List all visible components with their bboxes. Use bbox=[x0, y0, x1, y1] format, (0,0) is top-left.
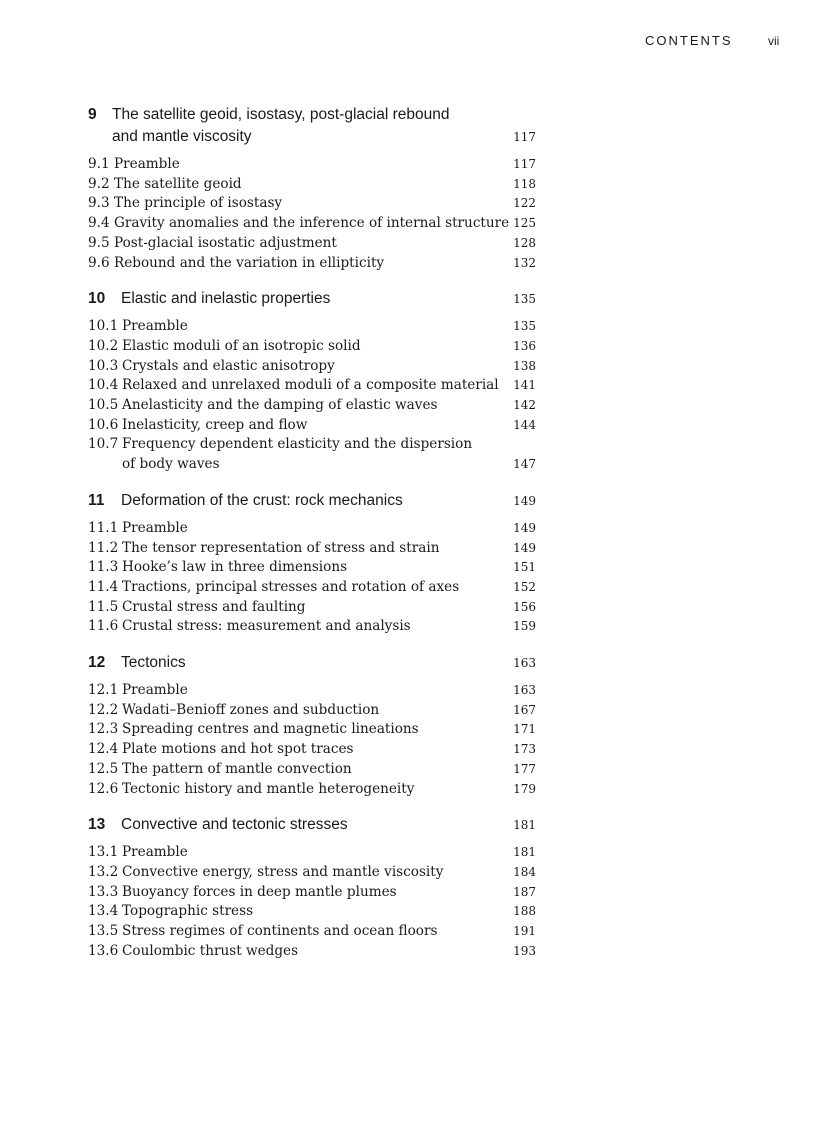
section-page-number: 117 bbox=[513, 157, 536, 171]
chapter-12 bbox=[88, 652, 538, 799]
section-entry[interactable] bbox=[88, 539, 538, 559]
section-title: Rebound and the variation in ellipticity bbox=[114, 254, 385, 271]
section-title: Spreading centres and magnetic lineations bbox=[122, 721, 419, 738]
section-number: 13.4 bbox=[88, 903, 119, 920]
section-page-number: 163 bbox=[513, 683, 536, 698]
section-title: Hooke’s law in three dimensions bbox=[122, 559, 348, 576]
section-title: Buoyancy forces in deep mantle plumes bbox=[122, 883, 397, 900]
section-title: Wadati–Benioff zones and subduction bbox=[122, 701, 380, 718]
section-entry[interactable] bbox=[88, 155, 538, 175]
section-number: 12.4 bbox=[88, 741, 119, 758]
chapter-number: 11 bbox=[88, 491, 105, 509]
section-page-number: 191 bbox=[513, 924, 536, 939]
section-page-number: 135 bbox=[513, 319, 536, 334]
section-title-continued: of body waves bbox=[122, 456, 220, 473]
section-page-number: 156 bbox=[513, 599, 536, 614]
section-page-number: 159 bbox=[513, 619, 536, 634]
section-number: 12.5 bbox=[88, 760, 119, 777]
chapter-heading[interactable] bbox=[88, 652, 538, 674]
section-page-number: 136 bbox=[513, 338, 536, 353]
section-number: 12.2 bbox=[88, 701, 119, 718]
section-number: 9.4 bbox=[88, 215, 110, 232]
section-page-number: 179 bbox=[513, 781, 536, 796]
chapter-number: 13 bbox=[88, 816, 106, 834]
section-entry[interactable] bbox=[88, 598, 538, 618]
section-entry[interactable] bbox=[88, 681, 538, 701]
section-number: 10.2 bbox=[88, 337, 119, 354]
chapter-page-number: 149 bbox=[513, 493, 536, 508]
chapter-page-number: 163 bbox=[513, 656, 536, 671]
chapter-number: 10 bbox=[88, 290, 106, 308]
section-number: 12.1 bbox=[88, 682, 119, 699]
chapter-heading[interactable] bbox=[88, 814, 538, 836]
section-page-number: 142 bbox=[513, 398, 536, 413]
section-title: Crustal stress: measurement and analysis bbox=[122, 618, 411, 635]
chapter-number: 9 bbox=[88, 106, 97, 123]
section-entry[interactable] bbox=[88, 396, 538, 416]
section-number: 13.1 bbox=[88, 844, 119, 861]
section-title: Crustal stress and faulting bbox=[122, 598, 306, 615]
section-title: Preamble bbox=[122, 519, 188, 536]
section-title: Plate motions and hot spot traces bbox=[122, 741, 354, 758]
section-entry[interactable] bbox=[88, 740, 538, 760]
section-number: 12.3 bbox=[88, 721, 119, 738]
section-number: 11.4 bbox=[88, 578, 119, 595]
chapter-page-number: 181 bbox=[513, 818, 536, 833]
section-title: Tectonic history and mantle heterogeneity bbox=[122, 780, 415, 797]
section-number: 11.2 bbox=[88, 539, 119, 556]
chapter-title: Elastic and inelastic properties bbox=[121, 290, 331, 308]
section-title: Coulombic thrust wedges bbox=[122, 942, 299, 959]
section-number: 10.6 bbox=[88, 416, 119, 433]
section-title: Convective energy, stress and mantle viscosity bbox=[122, 863, 444, 880]
section-entry[interactable] bbox=[88, 558, 538, 578]
chapter-heading[interactable] bbox=[88, 104, 538, 148]
section-entry[interactable] bbox=[88, 357, 538, 377]
section-title: Relaxed and unrelaxed moduli of a composite material bbox=[122, 377, 499, 394]
section-entry[interactable] bbox=[88, 617, 538, 637]
section-page-number: 187 bbox=[513, 884, 536, 899]
section-number: 10.4 bbox=[88, 377, 119, 394]
chapter-number: 12 bbox=[88, 654, 106, 672]
section-number: 10.1 bbox=[88, 318, 119, 335]
section-title: Tractions, principal stresses and rotation of axes bbox=[122, 578, 460, 595]
section-title: Preamble bbox=[122, 682, 188, 699]
section-title: The pattern of mantle convection bbox=[122, 760, 352, 777]
section-title: Anelasticity and the damping of elastic waves bbox=[122, 397, 438, 414]
section-page-number: 151 bbox=[513, 560, 536, 575]
section-number: 11.5 bbox=[88, 598, 119, 615]
section-page-number: 149 bbox=[513, 540, 536, 555]
section-title: The principle of isostasy bbox=[114, 195, 283, 212]
section-number: 13.3 bbox=[88, 883, 119, 900]
section-entry[interactable] bbox=[88, 214, 538, 234]
section-number: 9.3 bbox=[88, 195, 110, 212]
section-number: 11.6 bbox=[88, 618, 119, 635]
chapter-13 bbox=[88, 814, 538, 961]
section-entry[interactable] bbox=[88, 337, 538, 357]
chapter-11 bbox=[88, 490, 538, 637]
section-page-number: 125 bbox=[513, 216, 536, 231]
section-number: 9.2 bbox=[88, 175, 110, 192]
chapter-title: The satellite geoid, isostasy, post-glacial rebound bbox=[112, 106, 450, 123]
section-page-number: 152 bbox=[513, 579, 536, 594]
section-page-number: 188 bbox=[513, 904, 536, 919]
chapter-title: Convective and tectonic stresses bbox=[121, 816, 348, 834]
section-page-number: 122 bbox=[513, 196, 536, 211]
section-entry[interactable] bbox=[88, 843, 538, 863]
section-title: Stress regimes of continents and ocean floors bbox=[122, 923, 438, 940]
section-number: 13.2 bbox=[88, 863, 119, 880]
section-number: 9.5 bbox=[88, 234, 110, 251]
section-number: 11.3 bbox=[88, 559, 119, 576]
section-entry[interactable] bbox=[88, 701, 538, 721]
chapter-heading[interactable] bbox=[88, 490, 538, 512]
running-head: CONTENTS bbox=[645, 33, 733, 48]
section-entry[interactable] bbox=[88, 902, 538, 922]
section-entry[interactable] bbox=[88, 254, 538, 274]
chapter-title: Tectonics bbox=[121, 654, 186, 672]
section-entry[interactable] bbox=[88, 780, 538, 800]
section-number: 10.7 bbox=[88, 436, 119, 453]
section-page-number: 173 bbox=[513, 742, 536, 757]
section-entry[interactable] bbox=[88, 578, 538, 598]
section-entry[interactable] bbox=[88, 317, 538, 337]
chapter-title: Deformation of the crust: rock mechanics bbox=[121, 491, 403, 509]
section-entry[interactable] bbox=[88, 435, 538, 474]
table-of-contents bbox=[88, 104, 538, 977]
section-page-number: 118 bbox=[513, 176, 536, 191]
chapter-page-number: 135 bbox=[513, 292, 536, 307]
section-entry[interactable] bbox=[88, 234, 538, 254]
section-page-number: 181 bbox=[513, 845, 536, 860]
section-title: Preamble bbox=[122, 844, 188, 861]
section-page-number: 149 bbox=[513, 520, 536, 535]
section-entry[interactable] bbox=[88, 376, 538, 396]
section-number: 10.5 bbox=[88, 397, 119, 414]
section-entry[interactable] bbox=[88, 760, 538, 780]
chapter-10 bbox=[88, 288, 538, 475]
section-page-number: 167 bbox=[513, 702, 536, 717]
section-number: 9.1 bbox=[88, 156, 110, 172]
section-title: Inelasticity, creep and flow bbox=[122, 416, 308, 433]
section-title: Frequency dependent elasticity and the dispersion bbox=[122, 436, 473, 453]
section-page-number: 132 bbox=[513, 255, 536, 270]
section-page-number: 184 bbox=[513, 864, 536, 879]
section-number: 9.6 bbox=[88, 254, 110, 271]
section-entry[interactable] bbox=[88, 194, 538, 214]
section-page-number: 177 bbox=[513, 761, 536, 776]
section-page-number: 138 bbox=[513, 358, 536, 373]
section-entry[interactable] bbox=[88, 416, 538, 436]
section-page-number: 171 bbox=[513, 722, 536, 737]
section-title: Crystals and elastic anisotropy bbox=[122, 357, 335, 374]
section-page-number: 193 bbox=[513, 943, 536, 958]
section-entry[interactable] bbox=[88, 175, 538, 195]
section-entry[interactable] bbox=[88, 519, 538, 539]
section-title: Topographic stress bbox=[122, 903, 254, 920]
section-number: 13.6 bbox=[88, 942, 119, 959]
section-page-number: 144 bbox=[513, 417, 536, 432]
section-page-number: 147 bbox=[513, 457, 536, 472]
section-number: 13.5 bbox=[88, 923, 119, 940]
chapter-page-number: 117 bbox=[513, 130, 536, 144]
section-entry[interactable] bbox=[88, 720, 538, 740]
section-title: Post-glacial isostatic adjustment bbox=[114, 234, 337, 251]
section-title: The tensor representation of stress and strain bbox=[122, 539, 440, 556]
section-title: The satellite geoid bbox=[114, 175, 242, 192]
section-entry[interactable] bbox=[88, 863, 538, 883]
chapter-title-continued: and mantle viscosity bbox=[112, 128, 252, 145]
section-title: Preamble bbox=[114, 156, 180, 172]
section-title: Elastic moduli of an isotropic solid bbox=[122, 337, 361, 354]
chapter-heading[interactable] bbox=[88, 288, 538, 310]
section-number: 12.6 bbox=[88, 780, 119, 797]
page-number: vii bbox=[768, 34, 780, 48]
section-page-number: 141 bbox=[513, 378, 536, 393]
section-title: Gravity anomalies and the inference of internal structure bbox=[114, 215, 510, 232]
section-page-number: 128 bbox=[513, 235, 536, 250]
section-title: Preamble bbox=[122, 318, 188, 335]
section-entry[interactable] bbox=[88, 922, 538, 942]
section-number: 11.1 bbox=[88, 519, 119, 536]
section-entry[interactable] bbox=[88, 942, 538, 962]
section-entry[interactable] bbox=[88, 883, 538, 903]
section-number: 10.3 bbox=[88, 357, 119, 374]
chapter-9 bbox=[88, 104, 538, 273]
